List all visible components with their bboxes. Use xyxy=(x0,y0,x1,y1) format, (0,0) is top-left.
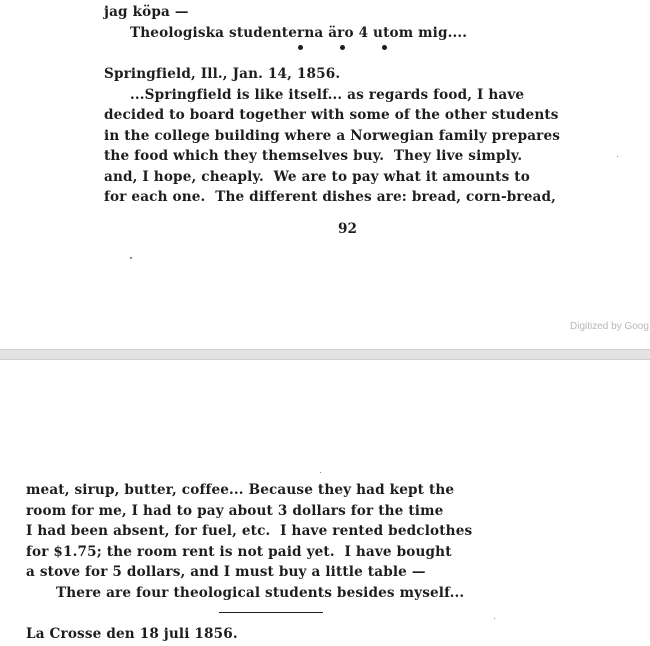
text-line: for each one. The different dishes are: bread, corn-bread, xyxy=(104,189,557,205)
watermark: Digitized by Goog xyxy=(570,321,649,332)
text-line: ...Springfield is like itself... as regards food, I have xyxy=(130,87,525,103)
separator-dot xyxy=(382,45,387,50)
text-line: for $1.75; the room rent is not paid yet. I have bought xyxy=(26,544,452,560)
bottom-page xyxy=(0,360,650,646)
text-line: jag köpa — xyxy=(104,4,189,20)
section-separator xyxy=(296,41,396,53)
separator-dot xyxy=(340,45,345,50)
text-line: the food which they themselves buy. They live simply. xyxy=(104,148,523,164)
text-line: and, I hope, cheaply. We are to pay what it amounts to xyxy=(104,169,530,185)
separator-dot xyxy=(298,45,303,50)
text-line: a stove for 5 dollars, and I must buy a little table — xyxy=(26,564,426,580)
page-separator xyxy=(0,349,650,360)
text-line: room for me, I had to pay about 3 dollars for the time xyxy=(26,503,444,519)
section-rule xyxy=(219,612,323,613)
scan-speck xyxy=(320,472,321,473)
scan-speck xyxy=(494,618,495,619)
text-line: meat, sirup, butter, coffee... Because they had kept the xyxy=(26,482,455,498)
text-line: I had been absent, for fuel, etc. I have rented bedclothes xyxy=(26,523,473,539)
page-number: 92 xyxy=(338,221,357,237)
text-line: in the college building where a Norwegian family prepares xyxy=(104,128,561,144)
scan-speck xyxy=(130,257,132,259)
scan-speck xyxy=(617,156,618,157)
text-line: La Crosse den 18 juli 1856. xyxy=(26,626,238,642)
text-line: Theologiska studenterna äro 4 utom mig.... xyxy=(130,25,468,41)
text-line: There are four theological students besides myself... xyxy=(56,585,465,601)
text-line: Springfield, Ill., Jan. 14, 1856. xyxy=(104,66,341,82)
text-line: decided to board together with some of the other students xyxy=(104,107,559,123)
